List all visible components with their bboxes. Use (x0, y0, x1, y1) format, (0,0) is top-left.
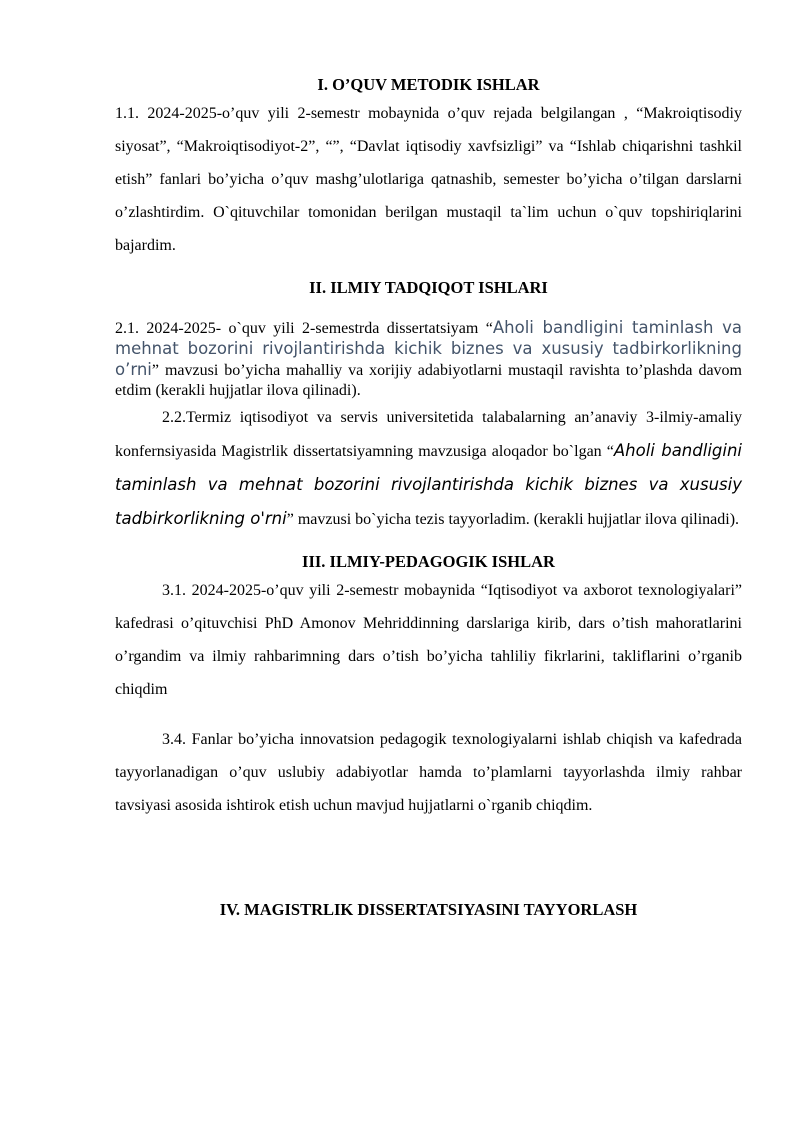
paragraph-1-1: 1.1. 2024-2025-o’quv yili 2-semestr mobaynida o’quv rejada belgilangan , “Makroiqtisodiy siyosat”, “Makroiqtisodiyot-2”, “”, “Davlat iqtisodiy xavfsizligi” va “Ishlab chiqarishni tashkil etish” fanlari bo’yicha o’quv mashg’ulotlariga qatnashib, semester bo’yicha o’tilgan darslarni o’zlashtirdim. O`qituvchilar tomonidan berilgan mustaqil ta`lim uchun o`quv topshiriqlarini bajardim. (115, 105, 742, 254)
paragraph-2-2-tail: ” mavzusi bo`yicha tezis tayyorladim. (kerakli hujjatlar ilova qilinadi). (286, 511, 740, 528)
paragraph-2-2-lead: 2.2.Termiz iqtisodiyot va servis universitetida talabalarning an’anaviy 3-ilmiy-amaliy konfernsiyasida Magistrlik dissertatsiyamning mavzusiga aloqador bo`lgan “ (115, 409, 742, 460)
paragraph-2-1 (115, 318, 742, 401)
section-heading-oquv-metodik: I. O’QUV METODIK ISHLAR (317, 75, 540, 94)
paragraph-3-1: 3.1. 2024-2025-o’quv yili 2-semestr mobaynida “Iqtisodiyot va axborot texnologiyalari” kafedrasi o’qituvchisi PhD Amonov Mehriddinning darslariga kirib, dars o’tish mahoratlarini o’rgandim va ilmiy rahbarimning dars o’tish bo’yicha tahliliy fikrlarini, takliflarini o’rganib chiqdim (115, 582, 742, 698)
section-heading-magistrlik-dissertatsiya: IV. MAGISTRLIK DISSERTATSIYASINI TAYYORLASH (219, 900, 638, 919)
paragraph-3-4: 3.4. Fanlar bo’yicha innovatsion pedagogik texnologiyalarni ishlab chiqish va kafedrada tayyorlanadigan o’quv uslubiy adabiyotlar hamda to’plamlarni tayyorlashda ilmiy rahbar tavsiyasi asosida ishtirok etish uchun mavjud hujjatlarni o`rganib chiqdim. (115, 731, 742, 814)
paragraph-2-1-lead: 2.1. 2024-2025- o`quv yili 2-semestrda dissertatsiyam “ (115, 320, 493, 337)
section-heading-ilmiy-pedagogik: III. ILMIY-PEDAGOGIK ISHLAR (302, 552, 555, 571)
thesis-topic-title: Aholi bandligini taminlash va mehnat bozorini rivojlantirishda kichik biznes va xususiy tadbirkorlikning o'rni (115, 441, 743, 528)
paragraph-2-2 (115, 401, 742, 536)
paragraph-2-1-tail: ” mavzusi bo’yicha mahalliy va xorijiy adabiyotlarni mustaqil ravishta to’plashda davom etdim (kerakli hujjatlar ilova qilinadi). (115, 362, 742, 399)
dissertation-topic-title: Aholi bandligini taminlash va mehnat bozorini rivojlantirishda kichik biznes va xususiy tadbirkorlikning o’rni (115, 318, 742, 379)
section-heading-ilmiy-tadqiqot: II. ILMIY TADQIQOT ISHLARI (309, 278, 548, 297)
